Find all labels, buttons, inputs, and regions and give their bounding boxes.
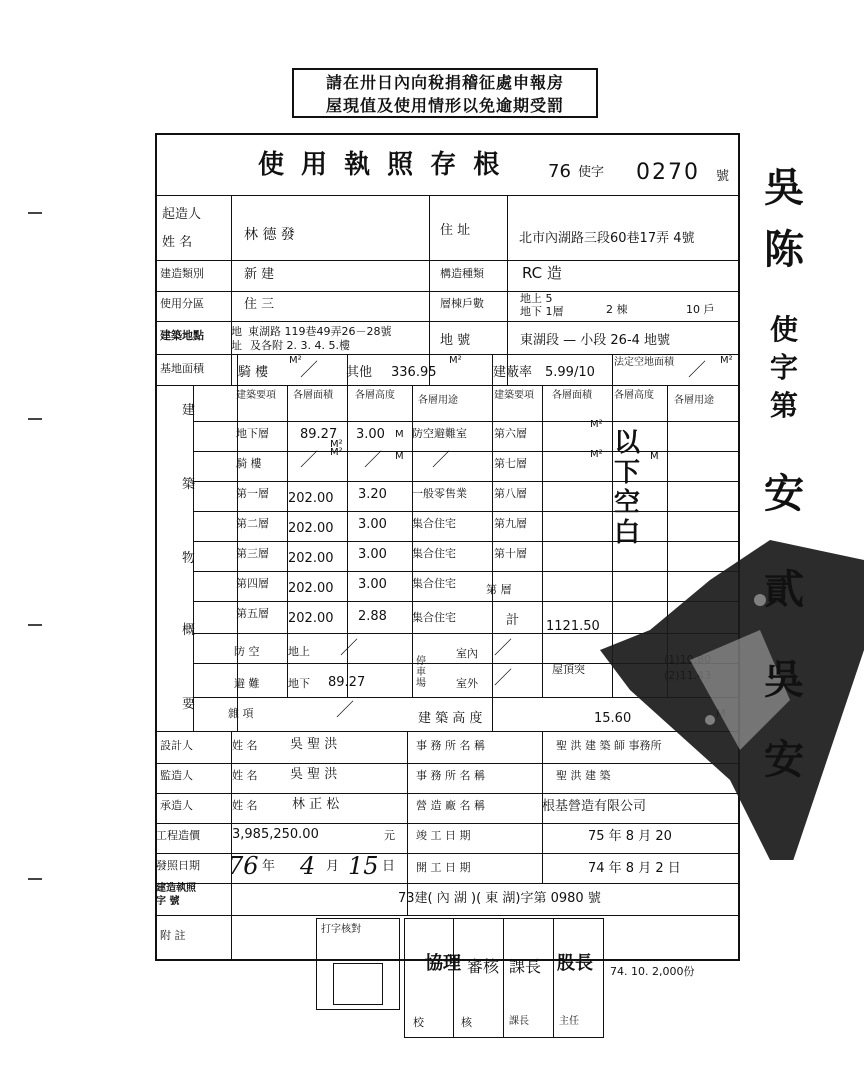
table-row-name: 第十層: [494, 547, 527, 560]
form-title: 使 用 執 照 存 根: [258, 150, 504, 180]
permit-ref: 73建( 內 湖 )( 東 湖)字第 0980 號: [398, 891, 601, 906]
permit-word: 使字: [578, 165, 605, 180]
shelter-up-label: 地上: [288, 645, 310, 658]
margin-mark: [28, 212, 42, 214]
table-row-height: 3.00: [356, 427, 385, 442]
table-row-use: 集合住宅: [412, 517, 456, 530]
arcade-value: ／: [300, 360, 318, 381]
permit-year: 76: [548, 161, 571, 182]
lot-value: 東湖段 — 小段 26-4 地號: [520, 333, 671, 348]
hdr-use-right: 各層用途: [674, 395, 714, 406]
table-row-area: 202.00: [288, 611, 334, 626]
arcade-label: 騎 樓: [238, 365, 269, 380]
vacancy-label: 法定空地面積: [614, 357, 674, 368]
misc-label: 雜 項: [228, 707, 254, 720]
supervisor-role: 監造人: [160, 769, 193, 782]
unit-m2: M²: [720, 355, 733, 366]
table-row-name: 第二層: [236, 517, 269, 530]
structure-value: RC 造: [522, 264, 562, 282]
table-row-name: 地下層: [236, 427, 269, 440]
outdoor-label: 室外: [456, 677, 478, 690]
table-row-name: 第三層: [236, 547, 269, 560]
vacancy-value: ／: [688, 360, 706, 381]
unit-m2: M²: [449, 355, 462, 366]
indoor-label: 室內: [456, 647, 478, 660]
site-line-2: 及各附 2. 3. 4. 5.樓: [250, 339, 350, 352]
office-label: 事 務 所 名 稱: [416, 769, 485, 782]
other-value: 336.95: [391, 365, 437, 380]
supervisor-name: 吳 聖 洪: [290, 767, 338, 782]
permit-number: 0270: [636, 160, 700, 185]
zone-label: 使用分區: [160, 297, 204, 310]
name-label: 姓 名: [232, 769, 258, 782]
margin-mark: [28, 418, 42, 420]
contractor-role: 承造人: [160, 799, 193, 812]
coverage-label: 建蔽率: [493, 365, 533, 380]
approval-box: [404, 918, 604, 1038]
contractor-name: 林 正 松: [292, 797, 340, 812]
outdoor-value: ／: [494, 668, 512, 689]
structure-label: 構造種類: [440, 267, 484, 280]
unit-m2: M²: [590, 419, 603, 430]
ink-stain: [590, 540, 864, 860]
margin-char: 貳: [764, 567, 804, 613]
misc-value: ／: [336, 700, 354, 721]
site-line-1: 東湖路 119巷49弄26－28號: [248, 325, 392, 338]
seal-col-label: 校: [413, 1016, 424, 1029]
lot-label: 地 號: [440, 333, 471, 348]
margin-char: 吳: [764, 165, 804, 211]
side-label: 概: [182, 623, 196, 638]
side-label: 築: [182, 477, 196, 492]
complete-date: 75 年 8 月 20: [588, 829, 672, 844]
margin-char: 吳: [764, 657, 804, 703]
table-row-height: 3.00: [358, 547, 387, 562]
roof-label: 屋頂突: [552, 663, 585, 676]
typist-seal: [333, 963, 383, 1005]
side-label: 物: [182, 551, 196, 566]
table-row-height: 3.00: [358, 577, 387, 592]
table-row-height: 3.00: [358, 517, 387, 532]
shelter-up-value: ／: [340, 638, 358, 659]
seal-name: 股長: [557, 953, 593, 974]
seal-col-label: 主任: [559, 1016, 579, 1027]
issue-month: 4: [300, 852, 316, 880]
shelter-down-value: 89.27: [328, 675, 366, 690]
notes-label: 附 註: [160, 929, 186, 942]
designer-name: 吳 聖 洪: [290, 737, 338, 752]
shelter-label-b: 避 難: [234, 677, 260, 690]
seal-col-label: 課長: [509, 1016, 529, 1027]
hdr-area-left: 各層面積: [293, 390, 333, 401]
table-row-area: 202.00: [288, 581, 334, 596]
table-row-name: 第一層: [236, 487, 269, 500]
office-label: 事 務 所 名 稱: [416, 739, 485, 752]
total-area: 1121.50: [546, 619, 600, 634]
parking-label: 停車場: [416, 656, 426, 689]
unit-m: M: [395, 451, 404, 462]
issue-day-label: 日: [382, 859, 396, 874]
hdr-item-right: 建築要項: [494, 390, 534, 401]
start-date: 74 年 8 月 2 日: [588, 861, 681, 876]
permit-suffix: 號: [716, 169, 730, 184]
margin-char: 陈: [764, 227, 804, 273]
unit-m: M: [650, 451, 659, 462]
table-row-name: 第七層: [494, 457, 527, 470]
shelter-down-label: 地下: [288, 677, 310, 690]
address-value: 北市內湖路三段60巷17弄 4號: [519, 231, 695, 246]
table-row-height: ／: [364, 450, 382, 471]
building-height-label: 建 築 高 度: [418, 711, 483, 726]
table-row-name: 第四層: [236, 577, 269, 590]
designer-role: 設計人: [160, 739, 193, 752]
issue-label: 發照日期: [156, 859, 200, 872]
table-row-use: 集合住宅: [412, 577, 456, 590]
table-row-use: 集合住宅: [412, 547, 456, 560]
permit-label-a: 建造執照: [156, 883, 196, 894]
margin-char: 安: [764, 737, 804, 783]
builder-label: 起造人: [162, 207, 202, 222]
office-label: 營 造 廠 名 稱: [416, 799, 485, 812]
permit-label-b: 字 號: [156, 896, 180, 907]
table-row-area: 202.00: [288, 491, 334, 506]
designer-office: 聖 洪 建 築 師 事務所: [556, 739, 662, 752]
margin-char: 字: [770, 351, 799, 384]
table-row-name: 第六層: [494, 427, 527, 440]
ridge-count: 2 棟: [606, 303, 628, 316]
margin-char: 使: [770, 313, 799, 346]
site-sub-a: 地: [231, 325, 242, 338]
cost-unit: 元: [384, 829, 395, 842]
site-sub-b: 址: [231, 339, 242, 352]
site-label: 建築地點: [160, 329, 204, 342]
print-stamp: 74. 10. 2,000份: [610, 965, 695, 978]
seal-col-label: 核: [461, 1016, 472, 1029]
margin-char: 第: [770, 389, 799, 422]
building-height-value: 15.60: [594, 711, 632, 726]
hdr-item-left: 建築要項: [236, 390, 276, 401]
hdr-use-left: 各層用途: [418, 395, 458, 406]
start-label: 開 工 日 期: [416, 861, 471, 874]
table-row-name: 第八層: [494, 487, 527, 500]
margin-mark: [28, 624, 42, 626]
table-row-name: 第 層: [486, 583, 512, 596]
table-row-area: 202.00: [288, 521, 334, 536]
area-label: 基地面積: [160, 362, 204, 375]
seal-name: 課長: [509, 957, 542, 976]
table-row-area: 89.27: [300, 427, 338, 442]
table-row-area: 202.00: [288, 551, 334, 566]
side-label: 要: [182, 697, 196, 712]
cost-value: 3,985,250.00: [232, 827, 319, 842]
blank-note: 以下空白: [614, 428, 641, 548]
margin-char: 安: [764, 471, 804, 517]
contractor-office: 根基營造有限公司: [542, 799, 647, 814]
unit-m: M: [395, 429, 404, 440]
shelter-label-a: 防 空: [234, 645, 260, 658]
indoor-value: ／: [494, 638, 512, 659]
notice-stamp: [292, 68, 598, 118]
total-label: 計: [506, 613, 520, 628]
table-row-name: 第九層: [494, 517, 527, 530]
notice-line-1: 請在卅日內向稅捐稽征處申報房: [325, 73, 564, 92]
table-row-use: 集合住宅: [412, 611, 456, 624]
floors-above: 地上 5: [520, 292, 553, 305]
table-row-use: ／: [432, 450, 450, 471]
address-label: 住 址: [440, 223, 471, 238]
issue-day: 15: [348, 852, 379, 880]
seal-name: 審核: [467, 957, 500, 976]
name-label: 姓 名: [232, 739, 258, 752]
zone-value: 住 三: [244, 297, 275, 312]
floors-below: 地下 1層: [520, 305, 564, 318]
issue-year: 76: [228, 852, 259, 880]
issue-month-label: 月: [326, 859, 340, 874]
name-label: 姓 名: [162, 235, 193, 250]
cost-label: 工程造價: [156, 829, 200, 842]
typist-label: 打字核對: [321, 924, 361, 935]
table-row-name: 騎 樓: [236, 457, 262, 470]
builder-name: 林 德 發: [244, 227, 295, 243]
table-row-height: 2.88: [358, 609, 387, 624]
category-value: 新 建: [244, 267, 275, 282]
hdr-height-left: 各層高度: [355, 390, 395, 401]
name-label: 姓 名: [232, 799, 258, 812]
seal-name: 協理: [425, 953, 461, 974]
unit-m2: M²: [289, 355, 302, 366]
margin-mark: [28, 878, 42, 880]
hdr-area-right: 各層面積: [552, 390, 592, 401]
table-row-area: ／: [300, 450, 318, 471]
supervisor-office: 聖 洪 建 築: [556, 769, 611, 782]
issue-year-label: 年: [262, 859, 276, 874]
unit-m2: M²: [590, 449, 603, 460]
unit-count: 10 戶: [686, 303, 715, 316]
other-label: 其他: [346, 365, 373, 380]
table-row-use: 一般零售業: [412, 487, 467, 500]
coverage-value: 5.99/10: [545, 365, 595, 380]
typist-box: [316, 918, 400, 1010]
table-row-use: 防空避難室: [412, 427, 467, 440]
notice-line-2: 屋現值及使用情形以免逾期受罰: [325, 96, 564, 115]
table-row-name: 第五層: [236, 607, 269, 620]
category-label: 建造類別: [160, 267, 204, 280]
unit-m2: M²: [330, 439, 343, 450]
table-row-height: 3.20: [358, 487, 387, 502]
side-label: 建: [182, 403, 196, 418]
floors-label: 層棟戶數: [440, 297, 484, 310]
unit-m2: M²: [330, 447, 343, 458]
complete-label: 竣 工 日 期: [416, 829, 471, 842]
hdr-height-right: 各層高度: [614, 390, 654, 401]
